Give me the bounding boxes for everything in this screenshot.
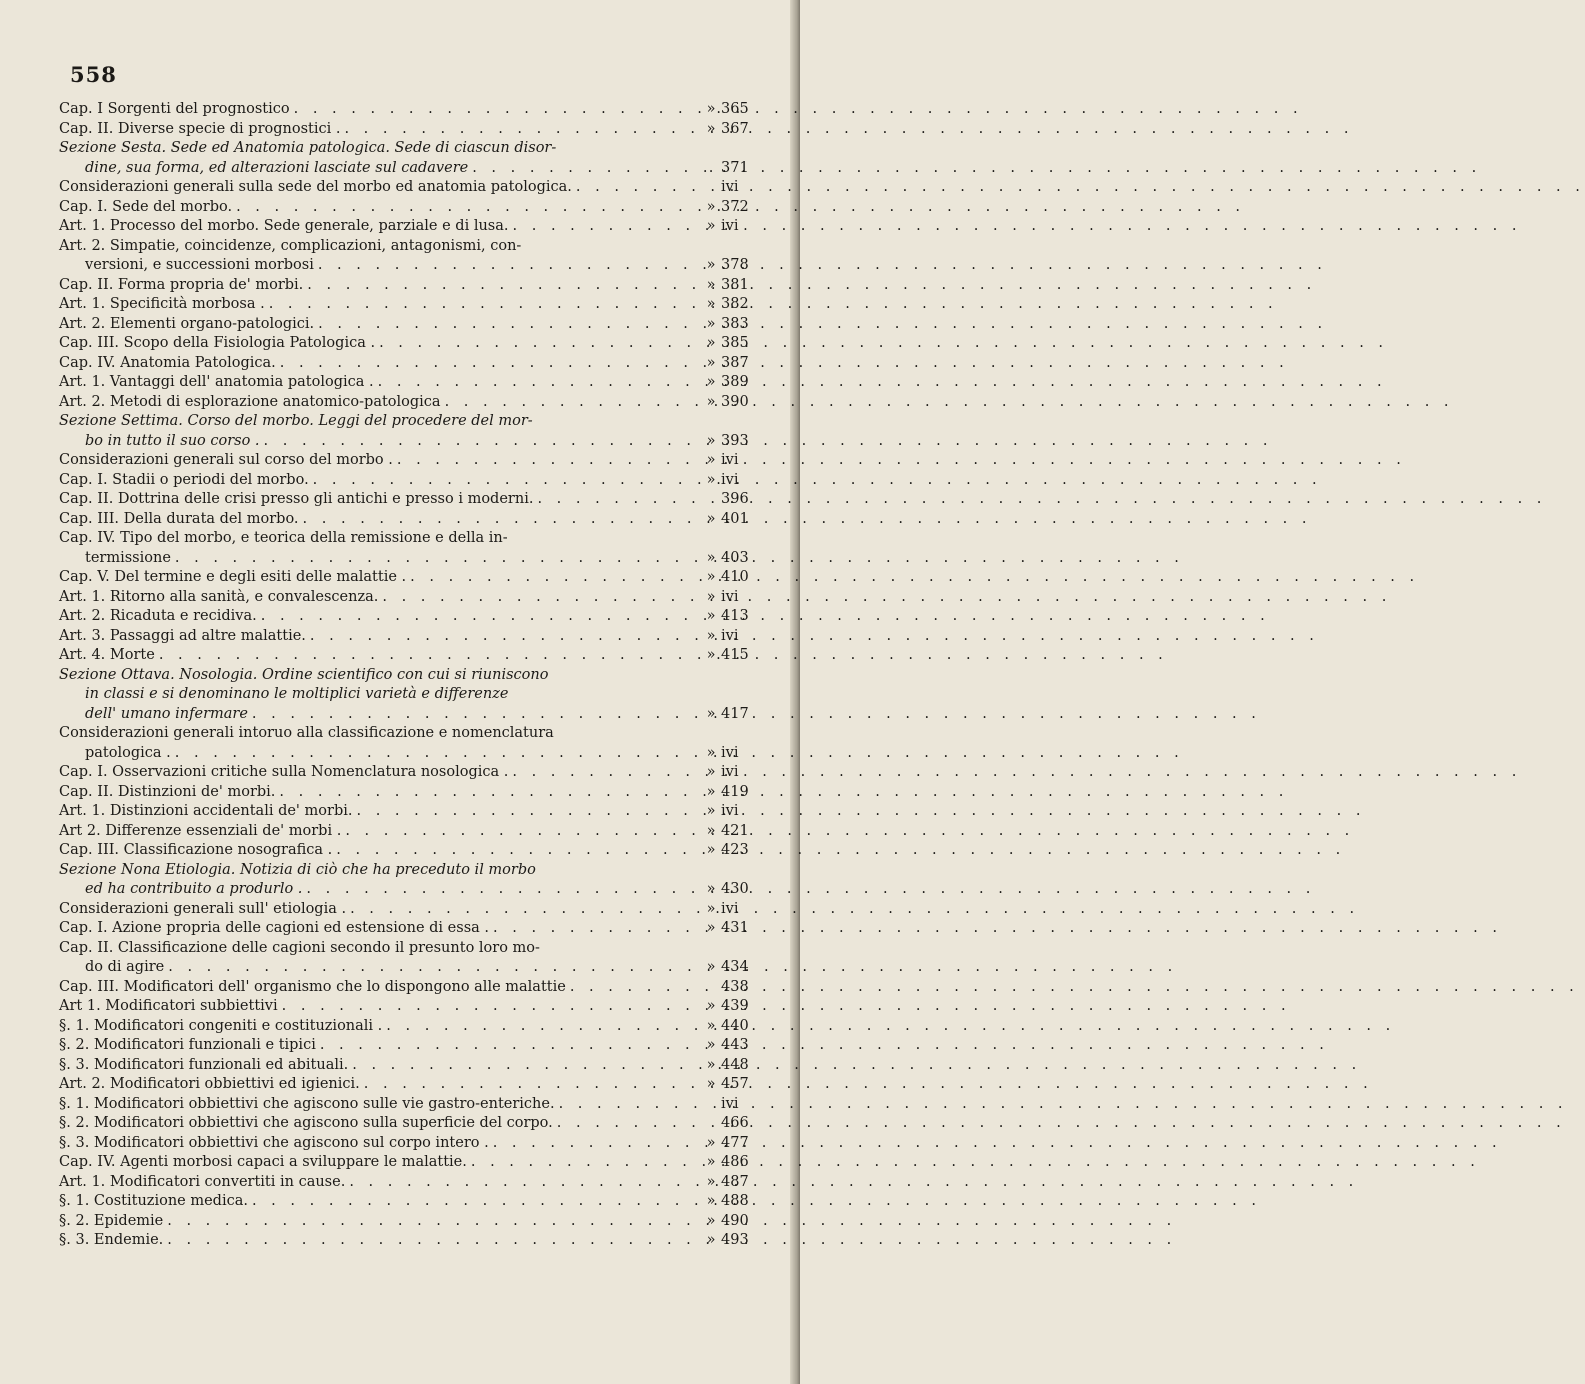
page-ref-mark: »: [706, 1154, 716, 1170]
toc-entry-text: Art. 1. Specificità morbosa .: [59, 296, 265, 312]
toc-entry-text: Cap. II. Classificazione delle cagioni secondo il presunto loro mo-: [59, 939, 540, 956]
page-ref-mark: »: [706, 101, 716, 117]
toc-entry-text: Cap. III. Modificatori dell' organismo che lo dispongono alle malattie: [59, 978, 566, 995]
toc-entry-text: §. 3. Modificatori obbiettivi che agiscono sul corpo intero .: [59, 1134, 489, 1151]
leader-dots: [508, 763, 703, 783]
toc-entry-text: Art. 2. Modificatori obbiettivi ed igienici.: [59, 1076, 360, 1092]
leader-dots: [553, 1114, 703, 1134]
leader-dots: [248, 1192, 703, 1212]
toc-entry: [59, 1095, 759, 1115]
page-ref-mark: »: [706, 959, 716, 975]
toc-entry: [59, 237, 759, 276]
toc-entry-text: Considerazioni generali sul corso del morbo .: [59, 452, 393, 468]
page-ref-mark: »: [706, 1134, 716, 1151]
toc-entry: [59, 627, 759, 647]
page-ref-mark: »: [706, 998, 716, 1014]
page-ref-mark: »: [706, 569, 716, 585]
toc-entry: [59, 646, 759, 666]
page-ref-mark: »: [706, 276, 716, 293]
page-ref-mark: »: [706, 900, 716, 917]
page-ref-mark: »: [706, 452, 716, 468]
toc-entry-text: Cap. III. Classificazione nosografica .: [59, 842, 333, 858]
page-ref: ivi: [721, 218, 739, 234]
leader-dots: [314, 256, 703, 276]
page-ref: 487: [721, 1173, 749, 1190]
leader-dots: [265, 295, 703, 315]
leader-dots: [232, 198, 703, 218]
page-ref: 381: [721, 276, 749, 293]
page-ref: 378: [721, 257, 749, 273]
toc-entry-text: §. 1. Costituzione medica.: [59, 1193, 248, 1209]
page-ref-mark: »: [706, 822, 716, 839]
page-ref: 477: [721, 1134, 749, 1151]
toc-entry: [59, 666, 759, 725]
toc-entry-text: Cap. I Sorgenti del prognostico: [59, 101, 290, 117]
leader-dots: [163, 1212, 703, 1232]
leader-dots: [345, 1173, 703, 1193]
toc-entry: [59, 939, 759, 978]
toc-entry-text: §. 2. Modificatori funzionali e tipici: [59, 1037, 316, 1053]
toc-entry-text: do di agire: [85, 959, 165, 975]
leader-dots: [276, 354, 703, 374]
page-ref: 448: [721, 1056, 749, 1073]
table-of-contents: [59, 100, 759, 1251]
leader-dots: [171, 549, 703, 569]
leader-dots: [260, 432, 703, 452]
page-ref: 365: [721, 101, 749, 117]
page-ref-mark: »: [706, 1017, 716, 1034]
page-ref: ivi: [721, 764, 739, 780]
toc-entry: [59, 451, 759, 471]
page-ref: 403: [721, 549, 749, 566]
toc-entry: [59, 334, 759, 354]
toc-entry-text: Art 2. Differenze essenziali de' morbi .: [59, 822, 342, 839]
toc-entry-text: Cap. I. Azione propria delle cagioni ed estensione di essa .: [59, 920, 490, 936]
page-ref-mark: »: [706, 1212, 716, 1229]
toc-entry: [59, 295, 759, 315]
page-ref: 488: [721, 1193, 749, 1209]
toc-entry-text: Art. 1. Processo del morbo. Sede generale, parziale e di lusa.: [59, 218, 509, 234]
page-ref-mark: »: [706, 705, 716, 722]
page-ref-mark: »: [706, 335, 716, 351]
page-ref: 389: [721, 374, 749, 390]
page-ref-mark: »: [706, 803, 716, 819]
leader-dots: [290, 100, 703, 120]
leader-dots: [332, 841, 703, 861]
toc-entry-text: Sezione Sesta. Sede ed Anatomia patologica. Sede di ciascun disor-: [59, 140, 557, 156]
toc-entry-text: Art. 1. Ritorno alla sanità, e convalescenza.: [59, 588, 379, 605]
page-ref-mark: »: [706, 315, 716, 332]
toc-entry: [59, 763, 759, 783]
leader-dots: [171, 744, 703, 764]
toc-entry-text: Cap. IV. Agenti morbosi capaci a sviluppare le malattie.: [59, 1154, 467, 1170]
toc-entry: [59, 1153, 759, 1173]
leader-dots: [352, 802, 703, 822]
page-ref: 383: [721, 315, 749, 332]
leader-dots: [316, 1036, 703, 1056]
leader-dots: [467, 1153, 703, 1173]
toc-entry: [59, 783, 759, 803]
toc-entry-text: Considerazioni generali intoruo alla classificazione e nomenclatura: [59, 725, 554, 741]
toc-entry-text: Cap. I. Stadii o periodi del morbo.: [59, 471, 309, 488]
page-ref-mark: »: [706, 1037, 716, 1053]
toc-entry: [59, 802, 759, 822]
page-ref: ivi: [721, 900, 739, 917]
leader-dots: [306, 627, 703, 647]
toc-entry-text: bo in tutto il suo corso .: [85, 432, 260, 449]
page-ref: 367: [721, 120, 749, 137]
toc-entry-text: termissione: [85, 549, 171, 566]
toc-entry-text: §. 2. Epidemie: [59, 1212, 164, 1229]
toc-entry-text: §. 3. Endemie.: [59, 1232, 164, 1248]
leader-dots: [164, 958, 703, 978]
page-ref-mark: »: [706, 627, 716, 644]
leader-dots: [302, 880, 703, 900]
leader-dots: [155, 646, 703, 666]
leader-dots: [341, 822, 703, 842]
page-ref: 486: [721, 1154, 749, 1170]
page-ref-mark: »: [706, 198, 716, 215]
toc-entry: [59, 393, 759, 413]
toc-entry-text: Cap. III. Scopo della Fisiologia Patologica .: [59, 335, 376, 351]
toc-entry-text: Art 1. Modificatori subbiettivi: [59, 998, 278, 1014]
toc-entry: [59, 490, 759, 510]
toc-entry-text: Sezione Nona Etiologia. Notizia di ciò che ha preceduto il morbo: [59, 861, 536, 878]
toc-entry: [59, 354, 759, 374]
leader-dots: [441, 393, 703, 413]
leader-dots: [348, 1056, 703, 1076]
toc-entry-text: Cap. I. Osservazioni critiche sulla Nomenclatura nosologica .: [59, 764, 509, 780]
toc-entry: [59, 315, 759, 335]
page-ref-mark: »: [706, 1056, 716, 1073]
page-ref: 393: [721, 432, 749, 449]
toc-entry: [59, 100, 759, 120]
toc-entry: [59, 919, 759, 939]
toc-entry-text: Art. 2. Simpatie, coincidenze, complicazioni, antagonismi, con-: [59, 237, 522, 254]
leader-dots: [314, 315, 703, 335]
toc-entry-text: §. 3. Modificatori funzionali ed abituali.: [59, 1056, 349, 1073]
page-ref-mark: »: [706, 432, 716, 449]
leader-dots: [533, 490, 703, 510]
leader-dots: [257, 607, 703, 627]
toc-entry-text: Cap. IV. Tipo del morbo, e teorica della remissione e della in-: [59, 530, 508, 546]
toc-entry-text: Sezione Settima. Corso del morbo. Leggi del procedere del mor-: [59, 413, 533, 429]
page-ref-mark: »: [706, 588, 716, 605]
toc-entry-text: Art. 1. Modificatori convertiti in cause.: [59, 1173, 346, 1190]
page-ref: ivi: [721, 452, 739, 468]
toc-entry: [59, 373, 759, 393]
page-ref-mark: »: [706, 296, 716, 312]
page-ref-mark: »: [706, 374, 716, 390]
leader-dots: [489, 1134, 703, 1154]
toc-entry: [59, 568, 759, 588]
toc-entry: [59, 1056, 759, 1076]
leader-dots: [248, 705, 703, 725]
toc-entry: [59, 607, 759, 627]
page-ref: 417: [721, 705, 749, 722]
toc-entry-text: Cap. III. Della durata del morbo.: [59, 510, 299, 527]
page-ref: ivi: [721, 179, 739, 195]
toc-entry: [59, 510, 759, 530]
toc-entry: [59, 217, 759, 237]
leader-dots: [509, 217, 703, 237]
leader-dots: [303, 276, 703, 296]
toc-entry: [59, 822, 759, 842]
toc-entry: [59, 1017, 759, 1037]
page-ref: 443: [721, 1037, 749, 1053]
leader-dots: [275, 783, 703, 803]
toc-entry-text: Art. 2. Ricaduta e recidiva.: [59, 608, 257, 624]
page-ref: 415: [721, 647, 749, 663]
page-ref: 410: [721, 569, 749, 585]
leader-dots: [566, 978, 703, 998]
page-ref: ivi: [721, 803, 739, 819]
page-ref-mark: »: [706, 1173, 716, 1190]
page-ref-mark: »: [706, 257, 716, 273]
leader-dots: [382, 1017, 703, 1037]
page-ref-mark: »: [706, 647, 716, 663]
page-ref: ivi: [721, 744, 739, 761]
toc-entry-text: Considerazioni generali sull' etiologia .: [59, 900, 347, 917]
leader-dots: [393, 451, 703, 471]
page-ref-mark: »: [706, 120, 716, 137]
toc-entry: [59, 471, 759, 491]
toc-entry-text: dine, sua forma, ed alterazioni lasciate sul cadavere: [85, 159, 469, 176]
toc-entry-text: Cap. II. Distinzioni de' morbi.: [59, 783, 276, 800]
page-ref: 419: [721, 783, 749, 800]
toc-entry-text: §. 1. Modificatori congeniti e costituzionali .: [59, 1017, 383, 1034]
page-ref: 434: [721, 959, 749, 975]
leader-dots: [163, 1231, 703, 1251]
toc-entry-text: Art. 2. Metodi di esplorazione anatomico-patologica: [59, 393, 441, 410]
page-ref: ivi: [721, 588, 739, 605]
toc-entry: [59, 861, 759, 900]
page-ref-mark: »: [706, 1193, 716, 1209]
leader-dots: [489, 919, 703, 939]
page-ref: 430: [721, 881, 749, 897]
toc-entry: [59, 139, 759, 178]
leader-dots: [375, 334, 703, 354]
toc-entry-text: Art. 1. Distinzioni accidentali de' morbi.: [59, 803, 353, 819]
toc-entry: [59, 412, 759, 451]
toc-entry-text: Cap. IV. Anatomia Patologica.: [59, 354, 276, 371]
toc-entry: [59, 588, 759, 608]
toc-entry: [59, 1036, 759, 1056]
leader-dots: [555, 1095, 703, 1115]
page-ref-mark: »: [706, 764, 716, 780]
page-ref: 438: [721, 978, 749, 995]
leader-dots: [406, 568, 703, 588]
page-ref: 439: [721, 998, 749, 1014]
page-ref-mark: »: [706, 783, 716, 800]
toc-entry-text: Art. 1. Vantaggi dell' anatomia patologica .: [59, 374, 374, 390]
leader-dots: [278, 997, 703, 1017]
page-ref-mark: .: [708, 159, 714, 176]
toc-entry: [59, 900, 759, 920]
toc-entry-text: Cap. V. Del termine e degli esiti delle malattie .: [59, 569, 407, 585]
page-ref: ivi: [721, 627, 739, 644]
toc-entry-text: Cap. I. Sede del morbo.: [59, 198, 233, 215]
page-ref: 401: [721, 510, 749, 527]
page-ref: 372: [721, 198, 749, 215]
page-ref: 390: [721, 393, 749, 410]
toc-entry: [59, 1134, 759, 1154]
page-ref: ivi: [721, 471, 739, 488]
toc-entry-text: ed ha contribuito a produrlo .: [85, 881, 303, 897]
page-ref: ivi: [721, 1095, 739, 1112]
page-ref-mark: »: [706, 549, 716, 566]
page-ref: 457: [721, 1076, 749, 1092]
toc-entry-text: Cap. II. Diverse specie di prognostici .: [59, 120, 341, 137]
toc-entry-text: Art. 2. Elementi organo-patologici.: [59, 315, 315, 332]
page-ref-mark: »: [706, 471, 716, 488]
toc-entry: [59, 1075, 759, 1095]
leader-dots: [468, 159, 703, 179]
page-ref-mark: »: [706, 744, 716, 761]
leader-dots: [360, 1075, 703, 1095]
page-ref-mark: »: [706, 218, 716, 234]
page-ref-mark: »: [706, 1076, 716, 1092]
page-ref-mark: »: [706, 393, 716, 410]
toc-entry: [59, 724, 759, 763]
page-ref-mark: »: [706, 842, 716, 858]
page-ref-mark: »: [706, 608, 716, 624]
page-ref-mark: »: [706, 920, 716, 936]
page-ref: 466: [721, 1115, 749, 1131]
toc-entry-text: patologica .: [85, 744, 171, 761]
toc-entry-text: versioni, e successioni morbosi: [85, 257, 314, 273]
leader-dots: [299, 510, 703, 530]
toc-entry-text: Art. 4. Morte: [59, 647, 155, 663]
page-ref: 431: [721, 920, 749, 936]
toc-entry: [59, 120, 759, 140]
leader-dots: [309, 471, 703, 491]
toc-entry: [59, 529, 759, 568]
page-ref: 493: [721, 1232, 749, 1248]
toc-entry-text: dell' umano infermare: [85, 705, 248, 722]
toc-entry: [59, 1231, 759, 1251]
toc-entry: [59, 997, 759, 1017]
page-ref-mark: »: [706, 510, 716, 527]
toc-entry-text: §. 2. Modificatori obbiettivi che agiscono sulla superficie del corpo.: [59, 1115, 553, 1131]
page-ref: 423: [721, 842, 749, 858]
toc-entry: [59, 276, 759, 296]
page-ref: 382: [721, 296, 749, 312]
page-ref: 371: [721, 159, 749, 176]
toc-entry: [59, 178, 759, 198]
toc-entry-text: in classi e si denominano le moltiplici varietà e differenze: [85, 686, 509, 702]
toc-entry: [59, 1173, 759, 1193]
page-ref-mark: »: [706, 881, 716, 897]
page-ref: 385: [721, 335, 749, 351]
toc-entry: [59, 198, 759, 218]
leader-dots: [346, 900, 703, 920]
toc-entry: [59, 1212, 759, 1232]
toc-entry-text: §. 1. Modificatori obbiettivi che agiscono sulle vie gastro-enteriche.: [59, 1095, 555, 1112]
toc-entry-text: Cap. II. Dottrina delle crisi presso gli antichi e presso i moderni.: [59, 491, 534, 507]
toc-entry-text: Cap. II. Forma propria de' morbi.: [59, 276, 304, 293]
toc-entry: [59, 841, 759, 861]
toc-entry-text: Sezione Ottava. Nosologia. Ordine scientifico con cui si riuniscono: [59, 666, 549, 683]
leader-dots: [378, 588, 703, 608]
page-ref: 413: [721, 608, 749, 624]
leader-dots: [374, 373, 703, 393]
page-ref: 396: [721, 491, 749, 507]
toc-entry-text: Art. 3. Passaggi ad altre malattie.: [59, 627, 306, 644]
page-number: 558: [70, 62, 117, 87]
page-ref: 421: [721, 822, 749, 839]
toc-entry-text: Considerazioni generali sulla sede del morbo ed anatomia patologica.: [59, 179, 572, 195]
leader-dots: [340, 120, 703, 140]
toc-entry: [59, 978, 759, 998]
page-ref: 440: [721, 1017, 749, 1034]
page-ref-mark: »: [706, 354, 716, 371]
leader-dots: [572, 178, 703, 198]
page-ref: 387: [721, 354, 749, 371]
toc-entry: [59, 1114, 759, 1134]
page-ref: 490: [721, 1212, 749, 1229]
toc-entry: [59, 1192, 759, 1212]
page-ref-mark: »: [706, 1232, 716, 1248]
